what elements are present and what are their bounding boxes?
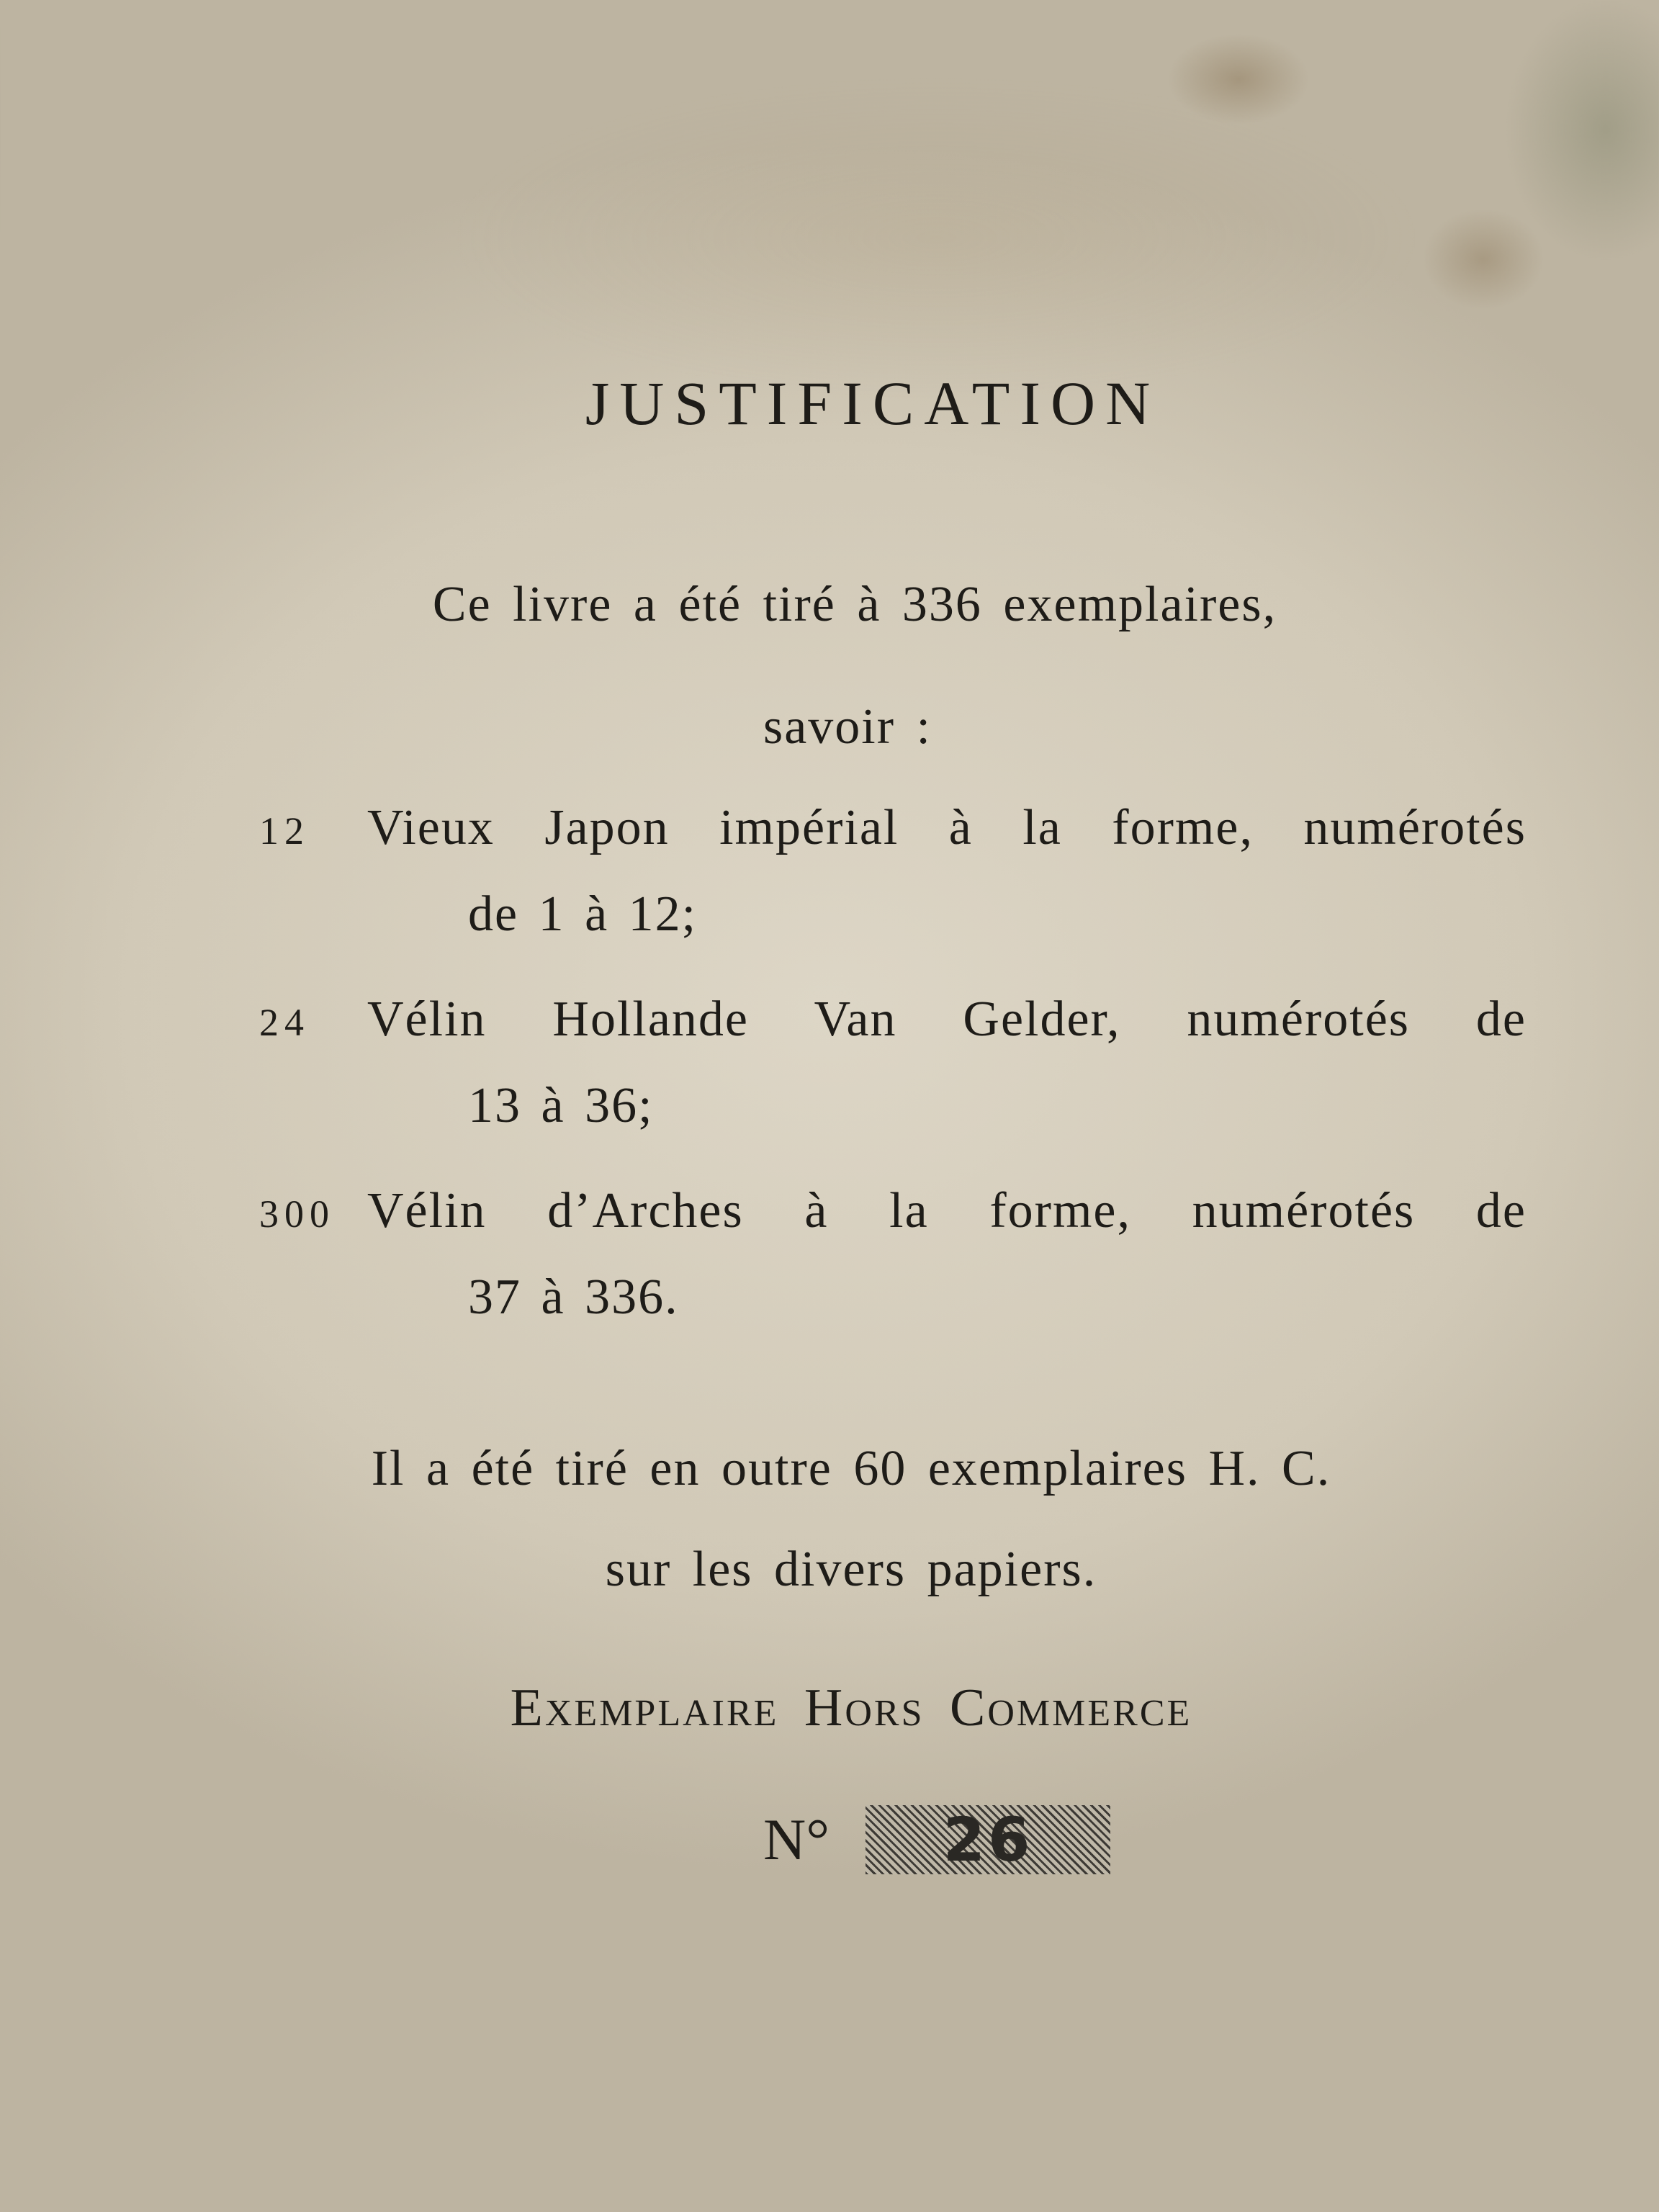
edition-quantity: 300 [259,1192,335,1236]
edition-description: Vélin d’Arches à la forme, numérotés de [367,1183,1527,1238]
print-run-statement: Ce livre a été tiré à 336 exemplaires, [432,577,1277,632]
edition-entry-hollande [259,991,1527,1164]
edition-numbering: 13 à 36; [468,1078,654,1133]
edition-numbering: de 1 à 12; [468,886,698,942]
paper-edition-list [259,799,1527,1374]
edition-description: Vélin Hollande Van Gelder, numérotés de [367,992,1527,1047]
edition-quantity: 12 [259,809,310,853]
edition-entry-japon [259,799,1527,972]
exemplaire-label: Exemplaire Hors Commerce [510,1678,1192,1737]
stamped-number: 26 [866,1805,1110,1874]
savoir-label: savoir : [763,699,932,755]
copy-number [763,1800,1110,1879]
edition-entry-arches [259,1182,1527,1355]
numero-label: N° [763,1807,830,1872]
hors-commerce-note-line2: sur les divers papiers. [605,1542,1097,1597]
edition-quantity: 24 [259,1001,310,1044]
edition-numbering: 37 à 336. [468,1269,679,1325]
page-title: JUSTIFICATION [585,369,1161,438]
hors-commerce-note-line1: Il a été tiré en outre 60 exemplaires H. C. [371,1441,1331,1496]
edition-description: Vieux Japon impérial à la forme, numérotés [367,800,1527,855]
